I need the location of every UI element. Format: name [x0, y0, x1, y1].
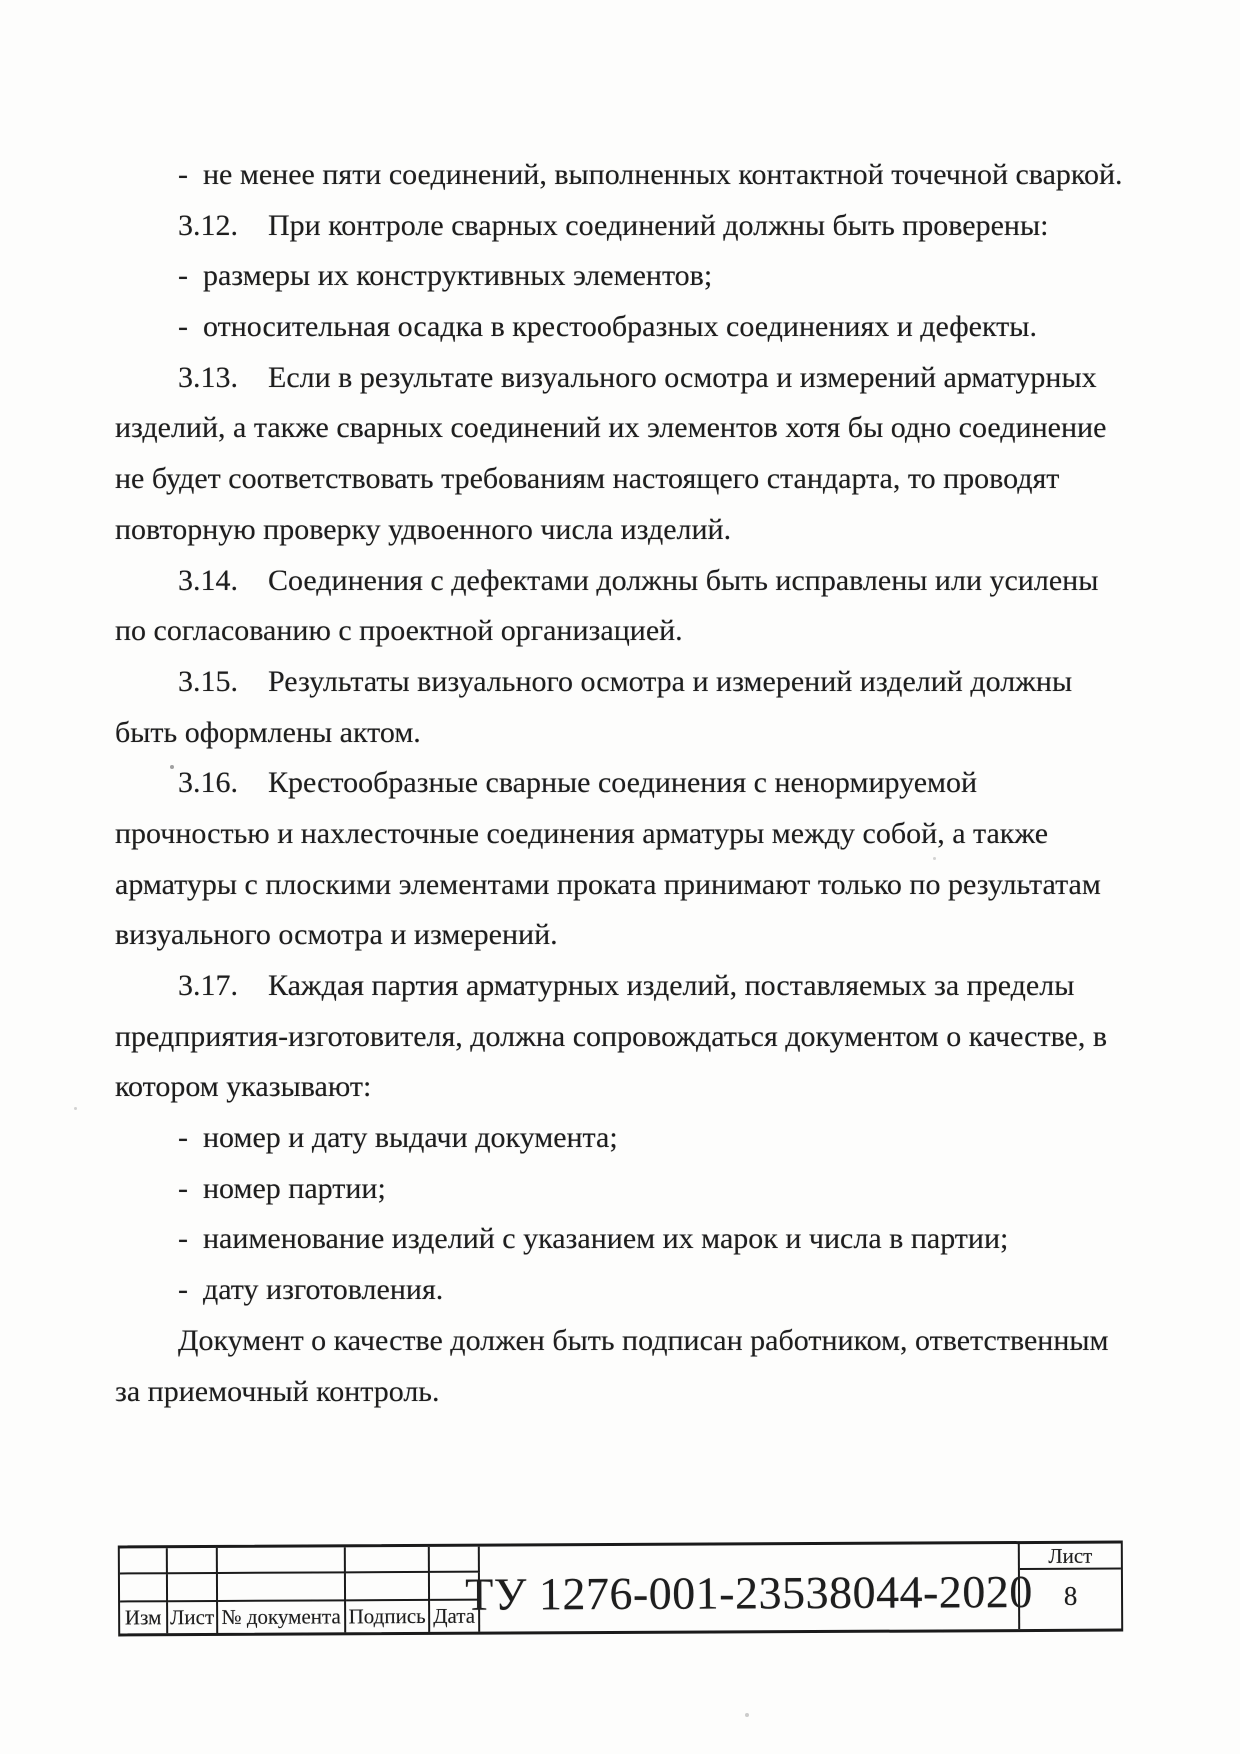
text-line: - размеры их конструктивных элементов;	[178, 259, 713, 293]
text-line: повторную проверку удвоенного числа изделий.	[115, 512, 732, 546]
stamp-col-signature: Подпись	[346, 1601, 430, 1632]
stamp-col-izm: Изм	[120, 1602, 168, 1633]
text-line: по согласованию с проектной организацией.	[115, 614, 683, 648]
text-line: - наименование изделий с указанием их марок и числа в партии;	[178, 1222, 1009, 1256]
scan-speck	[74, 1107, 77, 1110]
stamp-col-date: Дата	[430, 1601, 480, 1632]
text-line: изделий, а также сварных соединений их элементов хотя бы одно соединение	[115, 411, 1107, 445]
text-line: предприятия-изготовителя, должна сопровождаться документом о качестве, в	[115, 1019, 1108, 1053]
title-block	[118, 1541, 1123, 1637]
text-line: 3.13. Если в результате визуального осмотра и измерений арматурных	[178, 360, 1097, 394]
text-line: котором указывают:	[115, 1070, 372, 1104]
stamp-empty-cell	[346, 1547, 430, 1573]
stamp-empty-cell	[168, 1574, 218, 1602]
text-line: 3.14. Соединения с дефектами должны быть исправлены или усилены	[178, 563, 1099, 597]
stamp-col-list: Лист	[168, 1602, 218, 1633]
stamp-empty-cell	[120, 1574, 168, 1602]
document-designation: ТУ 1276-001-23538044-2020	[480, 1544, 1020, 1632]
sheet-label: Лист	[1020, 1544, 1121, 1570]
text-line: - относительная осадка в крестообразных соединениях и дефекты.	[178, 310, 1037, 344]
text-line: за приемочный контроль.	[115, 1374, 440, 1408]
sheet-number: 8	[1063, 1580, 1078, 1611]
scan-speck	[170, 765, 174, 769]
text-line: не будет соответствовать требованиям настоящего стандарта, то проводят	[115, 462, 1060, 496]
text-line: визуального осмотра и измерений.	[115, 918, 558, 952]
text-line: арматуры с плоскими элементами проката принимают только по результатам	[115, 867, 1101, 901]
text-line: - номер и дату выдачи документа;	[178, 1121, 618, 1155]
stamp-empty-cell	[218, 1547, 346, 1574]
text-line: Документ о качестве должен быть подписан работником, ответственным	[178, 1323, 1109, 1357]
text-line: быть оформлены актом.	[115, 715, 421, 749]
scan-speck	[933, 857, 936, 860]
text-line: - номер партии;	[178, 1171, 386, 1205]
text-line: - дату изготовления.	[178, 1273, 444, 1307]
text-line: - не менее пяти соединений, выполненных контактной точечной сваркой.	[178, 158, 1123, 191]
text-line: 3.17. Каждая партия арматурных изделий, поставляемых за пределы	[178, 969, 1075, 1002]
stamp-empty-cell	[346, 1573, 430, 1601]
document-body	[115, 150, 1175, 1417]
stamp-empty-cell	[168, 1548, 218, 1574]
text-line: прочностью и нахлесточные соединения арматуры между собой, а также	[115, 816, 1049, 850]
stamp-empty-cell	[218, 1573, 346, 1602]
stamp-empty-cell	[120, 1548, 168, 1574]
text-line: 3.16. Крестообразные сварные соединения с ненормируемой	[178, 766, 978, 800]
text-line: 3.15. Результаты визуального осмотра и измерений изделий должны	[178, 664, 1073, 698]
text-line: 3.12. При контроле сварных соединений должны быть проверены:	[178, 208, 1049, 242]
scan-speck	[745, 1713, 749, 1717]
stamp-col-doc-number: № документа	[218, 1601, 346, 1633]
